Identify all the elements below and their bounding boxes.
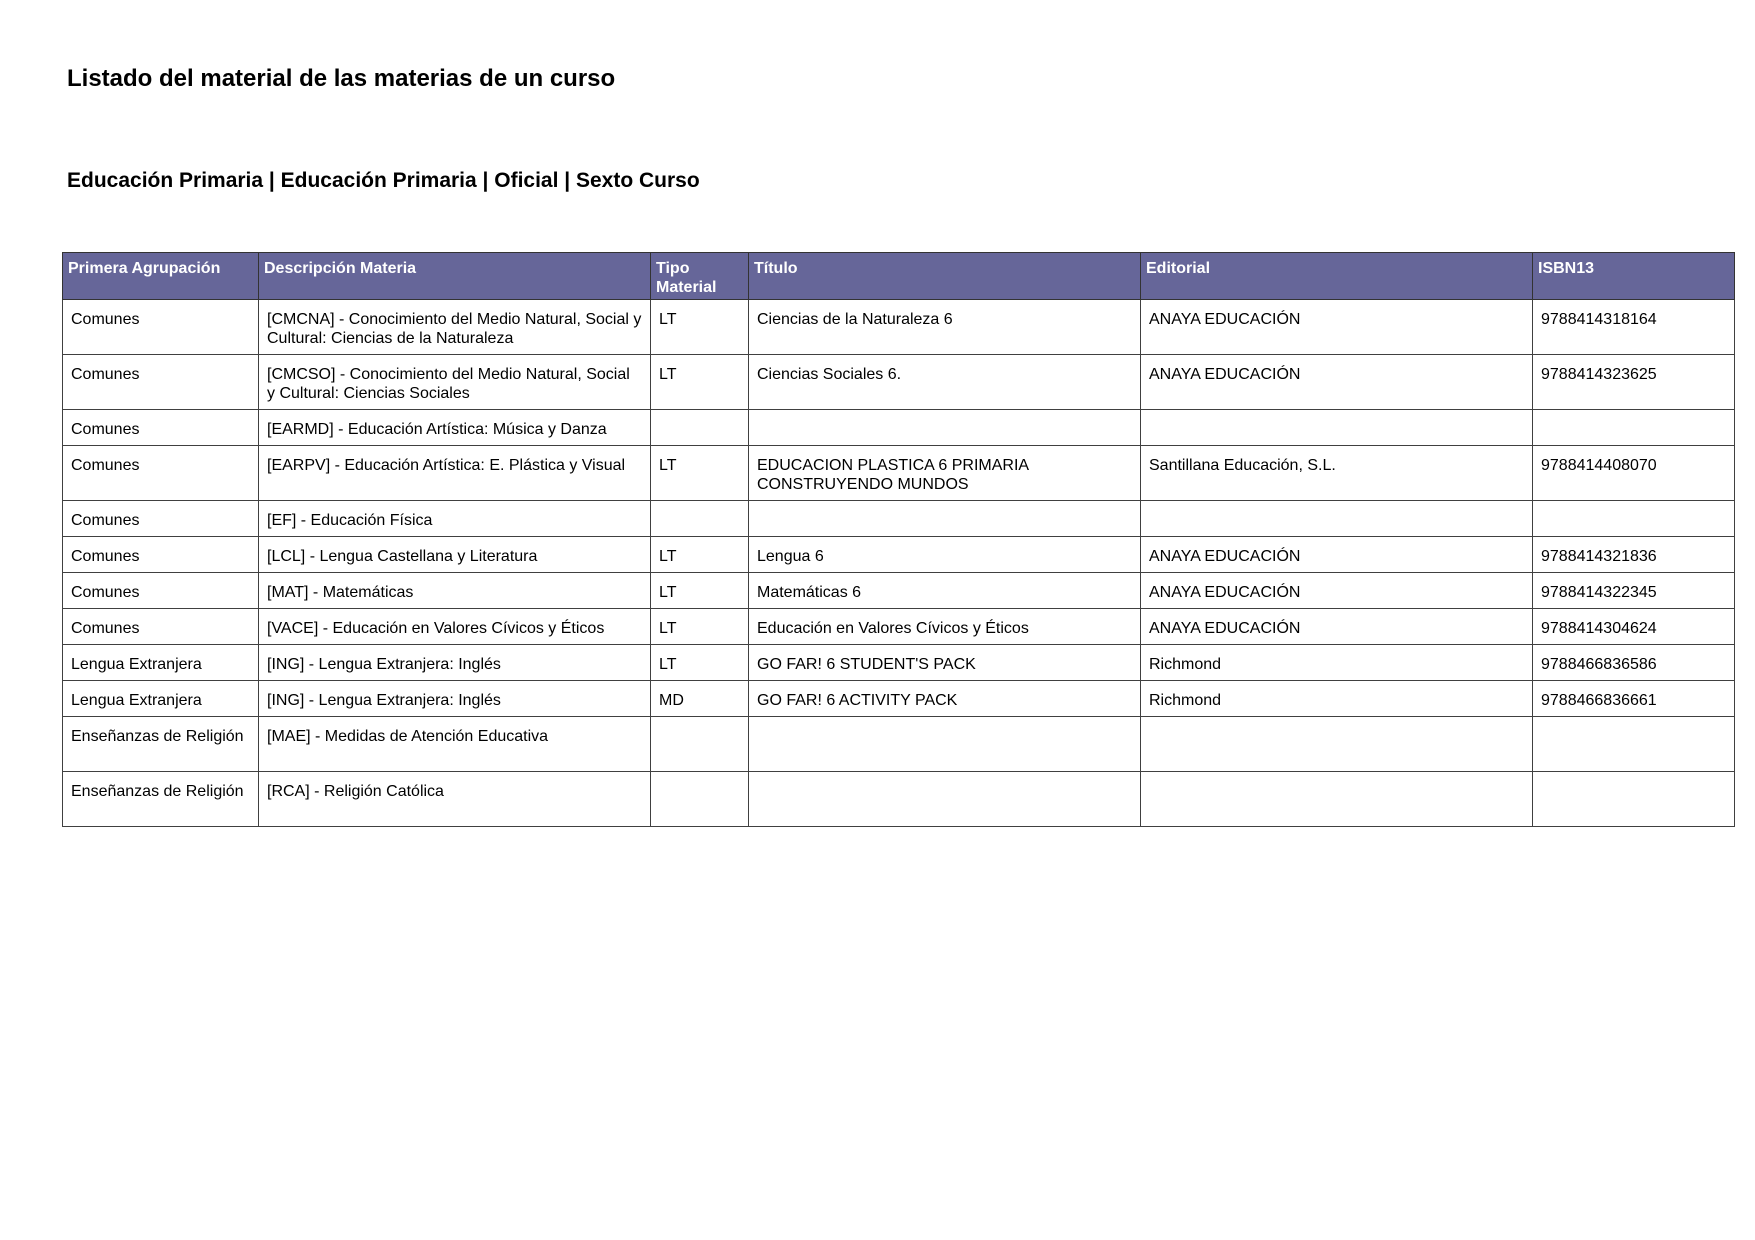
cell-materia: [ING] - Lengua Extranjera: Inglés <box>259 645 651 681</box>
cell-titulo <box>749 717 1141 772</box>
cell-agrupacion: Comunes <box>63 573 259 609</box>
cell-titulo: Matemáticas 6 <box>749 573 1141 609</box>
table-row <box>63 355 1735 410</box>
cell-materia: [MAE] - Medidas de Atención Educativa <box>259 717 651 772</box>
cell-agrupacion: Comunes <box>63 501 259 537</box>
cell-tipo: LT <box>651 537 749 573</box>
cell-tipo: LT <box>651 609 749 645</box>
header-titulo: Título <box>749 253 1141 300</box>
cell-tipo: LT <box>651 645 749 681</box>
cell-isbn <box>1533 772 1735 827</box>
cell-materia: [MAT] - Matemáticas <box>259 573 651 609</box>
cell-tipo: LT <box>651 355 749 410</box>
cell-tipo: LT <box>651 300 749 355</box>
cell-editorial <box>1141 717 1533 772</box>
cell-tipo <box>651 501 749 537</box>
cell-editorial: Richmond <box>1141 681 1533 717</box>
page-title: Listado del material de las materias de un curso <box>67 65 616 92</box>
cell-editorial: Santillana Educación, S.L. <box>1141 446 1533 501</box>
cell-agrupacion: Comunes <box>63 355 259 410</box>
cell-isbn <box>1533 501 1735 537</box>
cell-tipo: LT <box>651 573 749 609</box>
cell-isbn: 9788466836661 <box>1533 681 1735 717</box>
cell-editorial: ANAYA EDUCACIÓN <box>1141 537 1533 573</box>
cell-materia: [CMCSO] - Conocimiento del Medio Natural, Social y Cultural: Ciencias Sociales <box>259 355 651 410</box>
table-header-row <box>63 253 1735 300</box>
cell-materia: [RCA] - Religión Católica <box>259 772 651 827</box>
cell-editorial <box>1141 772 1533 827</box>
header-tipo-material: Tipo Material <box>651 253 749 300</box>
header-materia: Descripción Materia <box>259 253 651 300</box>
cell-titulo: Lengua 6 <box>749 537 1141 573</box>
cell-agrupacion: Comunes <box>63 537 259 573</box>
cell-titulo <box>749 410 1141 446</box>
cell-tipo: MD <box>651 681 749 717</box>
cell-agrupacion: Comunes <box>63 446 259 501</box>
cell-tipo <box>651 717 749 772</box>
table-row <box>63 772 1735 827</box>
cell-editorial: ANAYA EDUCACIÓN <box>1141 573 1533 609</box>
cell-editorial <box>1141 410 1533 446</box>
cell-editorial: Richmond <box>1141 645 1533 681</box>
cell-materia: [VACE] - Educación en Valores Cívicos y Éticos <box>259 609 651 645</box>
header-agrupacion: Primera Agrupación <box>63 253 259 300</box>
table-row <box>63 300 1735 355</box>
cell-materia: [CMCNA] - Conocimiento del Medio Natural, Social y Cultural: Ciencias de la Naturaleza <box>259 300 651 355</box>
cell-editorial <box>1141 501 1533 537</box>
cell-materia: [EARPV] - Educación Artística: E. Plástica y Visual <box>259 446 651 501</box>
cell-agrupacion: Lengua Extranjera <box>63 681 259 717</box>
cell-titulo: EDUCACION PLASTICA 6 PRIMARIA CONSTRUYENDO MUNDOS <box>749 446 1141 501</box>
cell-materia: [EF] - Educación Física <box>259 501 651 537</box>
cell-isbn: 9788414321836 <box>1533 537 1735 573</box>
cell-tipo <box>651 410 749 446</box>
cell-editorial: ANAYA EDUCACIÓN <box>1141 355 1533 410</box>
header-isbn13: ISBN13 <box>1533 253 1735 300</box>
cell-isbn <box>1533 410 1735 446</box>
cell-agrupacion: Comunes <box>63 410 259 446</box>
table-row <box>63 501 1735 537</box>
cell-editorial: ANAYA EDUCACIÓN <box>1141 609 1533 645</box>
table-row <box>63 609 1735 645</box>
cell-isbn: 9788414318164 <box>1533 300 1735 355</box>
table-row <box>63 446 1735 501</box>
cell-agrupacion: Enseñanzas de Religión <box>63 717 259 772</box>
header-editorial: Editorial <box>1141 253 1533 300</box>
table-row <box>63 717 1735 772</box>
cell-isbn: 9788414323625 <box>1533 355 1735 410</box>
cell-agrupacion: Enseñanzas de Religión <box>63 772 259 827</box>
cell-tipo: LT <box>651 446 749 501</box>
cell-isbn: 9788466836586 <box>1533 645 1735 681</box>
table-row <box>63 410 1735 446</box>
table-row <box>63 681 1735 717</box>
cell-materia: [ING] - Lengua Extranjera: Inglés <box>259 681 651 717</box>
table-row <box>63 645 1735 681</box>
cell-editorial: ANAYA EDUCACIÓN <box>1141 300 1533 355</box>
table-row <box>63 537 1735 573</box>
cell-tipo <box>651 772 749 827</box>
cell-isbn <box>1533 717 1735 772</box>
page-subtitle: Educación Primaria | Educación Primaria | Oficial | Sexto Curso <box>67 169 700 192</box>
material-table <box>62 252 1735 827</box>
cell-titulo <box>749 501 1141 537</box>
cell-agrupacion: Comunes <box>63 300 259 355</box>
table-row <box>63 573 1735 609</box>
cell-isbn: 9788414322345 <box>1533 573 1735 609</box>
cell-materia: [EARMD] - Educación Artística: Música y Danza <box>259 410 651 446</box>
cell-titulo: GO FAR! 6 ACTIVITY PACK <box>749 681 1141 717</box>
cell-titulo <box>749 772 1141 827</box>
cell-titulo: Ciencias Sociales 6. <box>749 355 1141 410</box>
cell-titulo: GO FAR! 6 STUDENT'S PACK <box>749 645 1141 681</box>
cell-materia: [LCL] - Lengua Castellana y Literatura <box>259 537 651 573</box>
cell-isbn: 9788414408070 <box>1533 446 1735 501</box>
cell-agrupacion: Comunes <box>63 609 259 645</box>
cell-titulo: Educación en Valores Cívicos y Éticos <box>749 609 1141 645</box>
cell-agrupacion: Lengua Extranjera <box>63 645 259 681</box>
cell-isbn: 9788414304624 <box>1533 609 1735 645</box>
cell-titulo: Ciencias de la Naturaleza 6 <box>749 300 1141 355</box>
